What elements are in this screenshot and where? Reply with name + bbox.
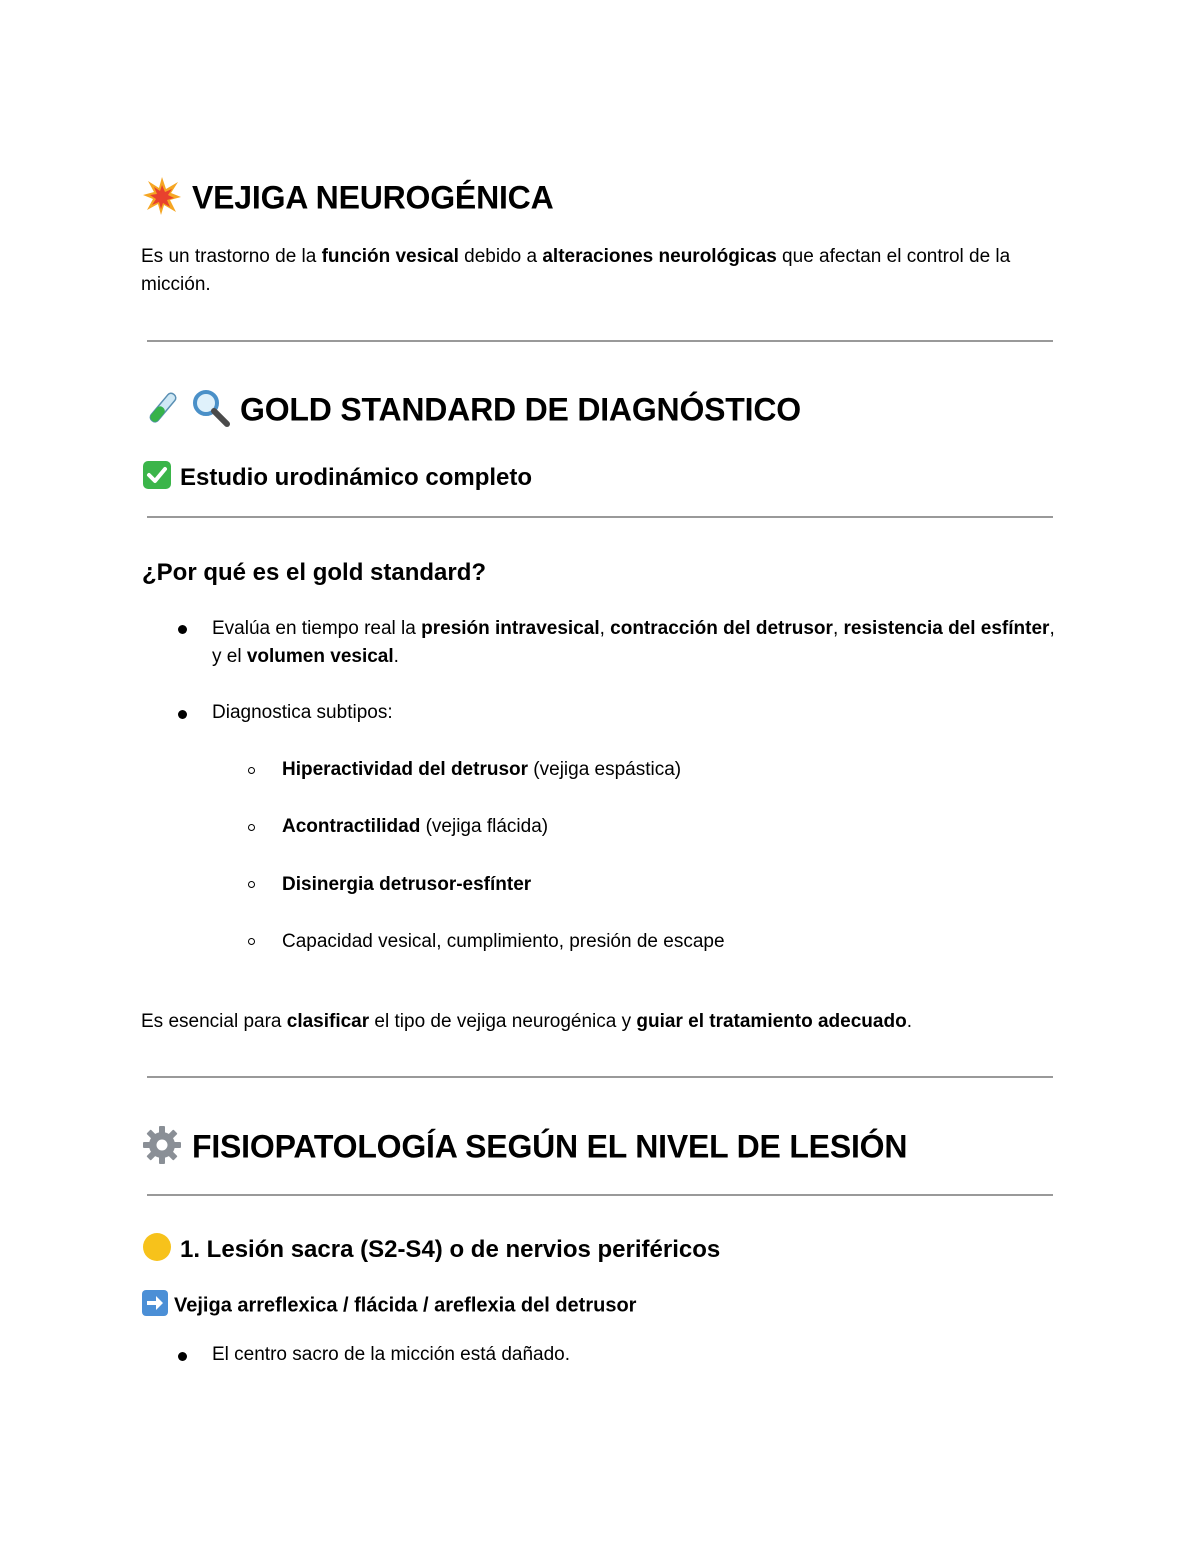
lesion-heading: 1. Lesión sacra (S2-S4) o de nervios periféricos xyxy=(142,1232,720,1269)
divider xyxy=(147,516,1053,518)
list-item: El centro sacro de la micción está dañado. xyxy=(212,1344,571,1365)
section-title: GOLD STANDARD DE DIAGNÓSTICO xyxy=(240,391,801,428)
section-title: FISIOPATOLOGÍA SEGÚN EL NIVEL DE LESIÓN xyxy=(192,1128,908,1165)
bullet-icon xyxy=(178,710,187,719)
gear-icon xyxy=(142,1125,182,1173)
list-item: Evalúa en tiempo real la presión intravesical, contracción del detrusor, resistencia del esfínter, y el volumen vesical. xyxy=(212,618,1055,667)
circle-bullet-icon xyxy=(248,824,255,831)
heading-fisiopatologia xyxy=(142,1125,907,1173)
sub-list-item: Capacidad vesical, cumplimiento, presión de escape xyxy=(282,931,725,952)
circle-bullet-icon xyxy=(248,767,255,774)
divider xyxy=(147,1076,1053,1078)
collision-icon xyxy=(142,176,182,224)
closing-paragraph: Es esencial para clasificar el tipo de vejiga neurogénica y guiar el tratamiento adecuado. xyxy=(141,1011,912,1032)
question-heading: ¿Por qué es el gold standard? xyxy=(142,559,487,586)
circle-bullet-icon xyxy=(248,938,255,945)
magnifier-icon xyxy=(190,388,230,436)
test-tube-icon xyxy=(142,388,182,436)
arrow-line: Vejiga arreflexica / flácida / areflexia del detrusor xyxy=(142,1290,636,1322)
right-arrow-icon xyxy=(142,1290,168,1322)
sub-list-item: Disinergia detrusor-esfínter xyxy=(282,874,532,895)
circle-bullet-icon xyxy=(248,881,255,888)
yellow-circle-icon xyxy=(142,1232,172,1269)
answer-line: Estudio urodinámico completo xyxy=(142,460,532,497)
list-item: Diagnostica subtipos: xyxy=(212,702,393,723)
intro-paragraph: Es un trastorno de la función vesical debido a alteraciones neurológicas que afectan el control de la micción. xyxy=(141,246,1011,295)
bullet-icon xyxy=(178,1352,187,1361)
divider xyxy=(147,340,1053,342)
heading-vejiga xyxy=(142,176,554,224)
divider xyxy=(147,1194,1053,1196)
page-title: VEJIGA NEUROGÉNICA xyxy=(192,179,554,216)
sub-list-item: Acontractilidad (vejiga flácida) xyxy=(282,816,549,837)
check-mark-icon xyxy=(142,460,172,497)
sub-list-item: Hiperactividad del detrusor (vejiga espástica) xyxy=(282,759,682,780)
heading-gold-standard xyxy=(142,388,801,436)
bullet-icon xyxy=(178,625,187,634)
